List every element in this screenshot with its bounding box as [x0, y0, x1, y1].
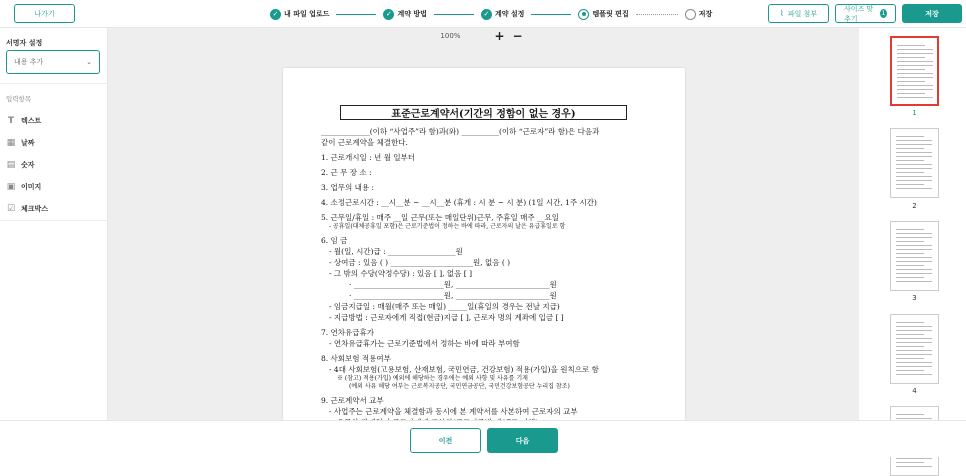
thumbnail-text-line [896, 358, 924, 359]
step-save [685, 9, 713, 20]
top-actions [768, 4, 962, 23]
checkbox-icon: ☑ [6, 204, 16, 214]
thumbnail-text-line [897, 53, 933, 54]
document-line: 4. 소정근로시간 : __시__분 ~ __시__분 (휴게 : 시 분 ~ 시 분) (1일 시간, 1주 시간) [321, 198, 597, 207]
document-line: 1. 근로개시일 : 년 월 일부터 [321, 153, 416, 162]
step-connector [336, 14, 376, 15]
thumbnail-text-line [896, 237, 932, 238]
thumbnail-text-line [896, 334, 924, 335]
field-image[interactable] [6, 176, 106, 198]
thumbnail-text-line [896, 172, 924, 173]
attach-file-button[interactable] [768, 4, 829, 23]
document-line: 9. 근로계약서 교부 [321, 396, 384, 405]
attach-file-label: 파일 첨부 [787, 9, 818, 18]
divider [0, 83, 107, 84]
document-line: ※ (참고) 적용(가입) 예외에 해당하는 경우에는 예외 사항 및 사유를 기재 [337, 375, 528, 382]
thumbnail-number: 1 [912, 109, 917, 117]
document-line: 2. 근 무 장 소 : [321, 168, 372, 177]
thumbnail-text-line [897, 49, 933, 50]
thumbnail-text-line [896, 342, 932, 343]
document-body [321, 126, 651, 428]
thumbnail-text-line [897, 57, 925, 58]
field-label: 텍스트 [21, 117, 42, 125]
thumbnail-text-line [896, 374, 932, 375]
zoom-bar [108, 28, 859, 44]
step-template-edit [578, 9, 628, 20]
fit-size-badge: 1 [881, 10, 886, 17]
image-icon: ▣ [6, 182, 16, 192]
step-connector [434, 14, 474, 15]
thumbnail-text-line [897, 61, 933, 62]
pending-step-icon [685, 9, 696, 20]
thumbnail-text-line [897, 89, 933, 90]
step-settings [481, 9, 525, 20]
zoom-in-button[interactable]: + [494, 29, 505, 43]
thumbnail-text-line [896, 269, 932, 270]
thumbnail-page-3[interactable] [890, 221, 939, 291]
text-icon: T [7, 116, 15, 126]
document-line: 같이 근로계약을 체결한다. [321, 138, 408, 147]
thumbnail-text-line [896, 233, 932, 234]
thumbnail-text-line [896, 265, 924, 266]
document-line: - 월(일, 시간)급 : __________________원 [329, 247, 463, 256]
paperclip-icon: ⌇ [779, 9, 784, 18]
thumbnail-page-2[interactable] [890, 128, 939, 198]
thumbnail-text-line [896, 164, 932, 165]
field-label: 숫자 [21, 161, 35, 169]
signer-select[interactable] [6, 50, 100, 74]
zoom-out-button[interactable]: − [512, 29, 523, 43]
thumbnail-text-line [896, 277, 924, 278]
thumbnail-page-4[interactable] [890, 314, 939, 384]
document-line: - 공휴일(대체공휴일 포함)은 근로기준법이 정하는 바에 따라, 근로자의 날은 유급휴일로 함 [329, 223, 566, 230]
thumbnail-text-line [896, 229, 924, 230]
current-step-icon [578, 9, 589, 20]
thumbnail-text-line [897, 85, 933, 86]
thumbnail-text-line [897, 45, 925, 46]
step-upload [270, 9, 329, 20]
thumbnail-text-line [896, 466, 932, 467]
document-line: - 상여금 : 있음 ( ) ______________________원, 없음 ( ) [329, 258, 511, 267]
thumbnail-text-line [896, 366, 932, 367]
thumbnail-text-line [896, 458, 932, 459]
document-line: _____________(이하 “사업주”라 함)과(와) __________(이하 “근로자”라 함)은 다음과 [321, 127, 600, 136]
document-canvas[interactable] [108, 28, 859, 420]
field-date[interactable] [6, 132, 106, 154]
top-bar [0, 0, 966, 28]
prev-button[interactable]: 이전 [410, 428, 481, 453]
thumbnail-number: 3 [912, 294, 917, 302]
thumbnail-text-line [896, 152, 932, 153]
thumbnail-text-line [896, 144, 932, 145]
thumbnail-text-line [897, 73, 933, 74]
document-line: 6. 임 금 [321, 236, 348, 245]
thumbnail-text-line [896, 136, 924, 137]
document-line: (예외 사유 해당 여부는 근로복지공단, 국민연금공단, 국민건강보험공단 누리집 참조) [349, 383, 570, 390]
document-line: - 4대 사회보험(고용보험, 산재보험, 국민연금, 건강보험) 적용(가입)을 원칙으로 함 [329, 365, 599, 374]
fit-size-button[interactable] [835, 4, 896, 23]
thumbnail-text-line [896, 148, 924, 149]
thumbnail-text-line [896, 184, 924, 185]
check-icon: ✓ [481, 9, 492, 20]
divider [0, 220, 107, 221]
field-list [6, 110, 106, 220]
step-method [383, 9, 427, 20]
save-button[interactable]: 저장 [902, 4, 962, 23]
thumbnail-text-line [896, 330, 932, 331]
thumbnail-text-line [896, 160, 924, 161]
left-panel [0, 28, 108, 420]
zoom-level: 100% [440, 32, 461, 40]
thumbnail-text-line [897, 97, 933, 98]
thumbnail-text-line [896, 257, 932, 258]
step-connector [636, 14, 678, 15]
thumbnail-text-line [896, 273, 932, 274]
thumbnail-text-line [897, 77, 933, 78]
thumbnail-text-line [896, 168, 932, 169]
step-label: 내 파일 업로드 [284, 10, 330, 18]
thumbnail-text-line [896, 346, 924, 347]
thumbnail-text-line [896, 241, 924, 242]
thumbnail-text-line [896, 176, 932, 177]
chevron-down-icon: ⌄ [86, 58, 92, 66]
signer-select-value: 내용 추가 [14, 58, 44, 66]
step-label: 계약 설정 [494, 10, 525, 18]
thumbnail-text-line [897, 81, 925, 82]
field-label: 날짜 [21, 139, 35, 147]
signer-settings-title: 서명자 설정 [6, 39, 43, 47]
exit-button[interactable]: 나가기 [14, 4, 75, 23]
thumbnail-text-line [896, 414, 924, 415]
document-line: 3. 업무의 내용 : [321, 183, 375, 192]
thumbnail-text-line [896, 281, 932, 282]
number-icon: ▤ [6, 160, 16, 170]
thumbnail-text-line [896, 180, 932, 181]
thumbnail-text-line [896, 362, 932, 363]
field-label: 체크박스 [21, 205, 49, 213]
thumbnail-text-line [897, 69, 925, 70]
document-page[interactable] [283, 68, 685, 428]
thumbnail-text-line [896, 188, 932, 189]
step-label: 저장 [698, 10, 713, 18]
field-label: 이미지 [21, 183, 42, 191]
bottom-bar [0, 420, 966, 457]
document-line: - 그 밖의 수당(약정수당) : 있음 [ ], 없음 [ ] [329, 269, 473, 278]
document-line: - 지급방법 : 근로자에게 직접(현금)지급 [ ], 근로자 명의 계좌에 입금 [ ] [329, 313, 564, 322]
thumbnail-number: 2 [912, 202, 917, 210]
thumbnail-text-line [896, 140, 932, 141]
document-line: · ________________________원, _________________________원 [349, 291, 557, 300]
thumbnail-text-line [896, 354, 932, 355]
thumbnail-text-line [896, 245, 932, 246]
thumbnail-text-line [896, 462, 924, 463]
document-line: 8. 사회보험 적용여부 [321, 354, 391, 363]
calendar-icon: ▦ [6, 138, 16, 148]
thumbnail-text-line [897, 65, 933, 66]
fit-size-label: 사이즈 맞추기 [844, 4, 874, 23]
document-title: 표준근로계약서(기간의 정함이 없는 경우) [340, 105, 627, 120]
next-button[interactable]: 다음 [487, 428, 558, 453]
thumbnail-text-line [896, 338, 932, 339]
thumbnail-text-line [896, 350, 932, 351]
step-connector [531, 14, 571, 15]
document-line: - 임금지급일 : 매월(매주 또는 매일) _____일(휴일의 경우는 전날 지급) [329, 302, 560, 311]
document-line: 7. 연차유급휴가 [321, 328, 375, 337]
document-line: - 연차유급휴가는 근로기준법에서 정하는 바에 따라 부여함 [329, 339, 520, 348]
field-checkbox[interactable] [6, 198, 106, 220]
progress-steps [270, 7, 712, 21]
document-line: - 사업주는 근로계약을 체결함과 동시에 본 계약서를 사본하여 근로자의 교부 [329, 407, 578, 416]
thumbnail-text-line [897, 93, 925, 94]
step-label: 계약 방법 [397, 10, 427, 18]
thumbnail-text-line [896, 156, 932, 157]
check-icon: ✓ [383, 9, 394, 20]
field-number[interactable] [6, 154, 106, 176]
document-line: · ________________________원, _________________________원 [349, 280, 557, 289]
thumbnail-text-line [896, 249, 932, 250]
thumbnail-page-1[interactable] [890, 36, 939, 106]
field-text[interactable] [6, 110, 106, 132]
check-icon: ✓ [270, 9, 281, 20]
thumbnail-text-line [896, 261, 932, 262]
thumbnail-text-line [896, 326, 932, 327]
step-label: 템플릿 편집 [592, 10, 629, 18]
thumbnail-number: 4 [912, 387, 917, 395]
thumbnail-text-line [896, 253, 924, 254]
thumbnail-panel [859, 28, 966, 420]
thumbnail-text-line [896, 370, 924, 371]
fields-title: 입력항목 [6, 95, 32, 103]
thumbnail-text-line [896, 322, 924, 323]
thumbnail-text-line [896, 418, 932, 419]
document-line: 5. 근무일/휴일 : 매주 __일 근무(또는 매일단위)근무, 주휴일 매주 __요일 [321, 213, 560, 222]
